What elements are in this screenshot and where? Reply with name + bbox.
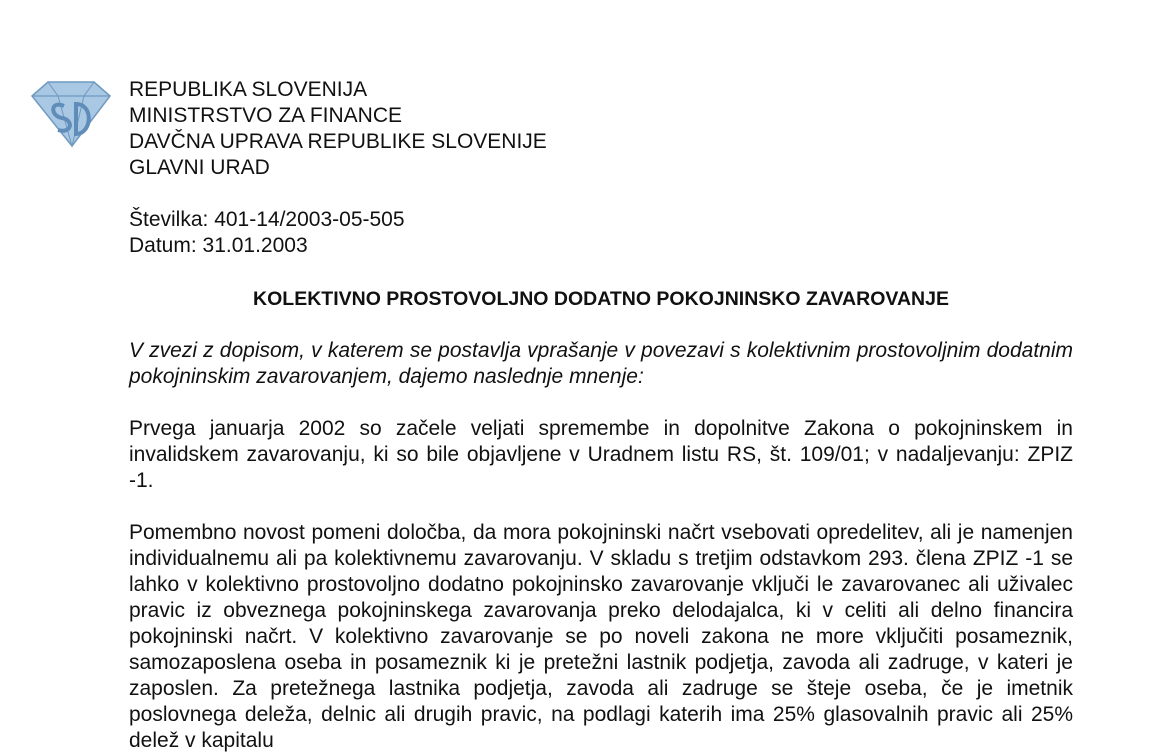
header-line-head-office: GLAVNI URAD [129, 156, 270, 179]
document-number: Številka: 401-14/2003-05-505 [129, 208, 405, 231]
document-title: KOLEKTIVNO PROSTOVOLJNO DODATNO POKOJNINSKO ZAVAROVANJE [253, 288, 949, 310]
header-line-republic: REPUBLIKA SLOVENIJA [129, 78, 368, 101]
header-line-tax-office: DAVČNA UPRAVA REPUBLIKE SLOVENIJE [129, 130, 547, 153]
document-date: Datum: 31.01.2003 [129, 234, 308, 257]
document-meta [129, 207, 405, 259]
intro-paragraph: V zvezi z dopisom, v katerem se postavlja vprašanje v povezavi s kolektivnim prostovoljnim dodatnim pokojninskim zavarovanjem, dajemo naslednje mnenje: [129, 339, 1073, 388]
header-block [129, 77, 547, 181]
body-paragraph-2: Pomembno novost pomeni določba, da mora pokojninski načrt vsebovati opredelitev, ali je namenjen individualnemu ali pa kolektivnemu zavarovanju. V skladu s tretjim odstavkom 293. člena ZPIZ -1 se lahko v kolektivno prostovoljno dodatno pokojninsko zavarovanje vključi le zavarovanec ali uživalec pravic iz obveznega pokojninskega zavarovanja preko delodajalca, ki v celiti ali delno financira pokojninski načrt. V kolektivno zavarovanje se po noveli zakona ne more vključiti posameznik, samozaposlena oseba in posameznik ki je pretežni lastnik podjetja, zavoda ali zadruge, v kateri je zaposlen. Za pretežnega lastnika podjetja, zavoda ali zadruge se šteje oseba, če je imetnik poslovnega deleža, delnic ali drugih pravic, na podlagi katerih ima 25% glasovalnih pravic ali 25% delež v kapitalu [129, 521, 1073, 752]
document-body [129, 338, 1073, 754]
durs-logo-icon [28, 78, 112, 148]
header-line-ministry: MINISTRSTVO ZA FINANCE [129, 104, 403, 127]
body-paragraph-1: Prvega januarja 2002 so začele veljati spremembe in dopolnitve Zakona o pokojninskem in invalidskem zavarovanju, ki so bile objavljene v Uradnem listu RS, št. 109/01; v nadaljevanju: ZPIZ -1. [129, 417, 1073, 492]
